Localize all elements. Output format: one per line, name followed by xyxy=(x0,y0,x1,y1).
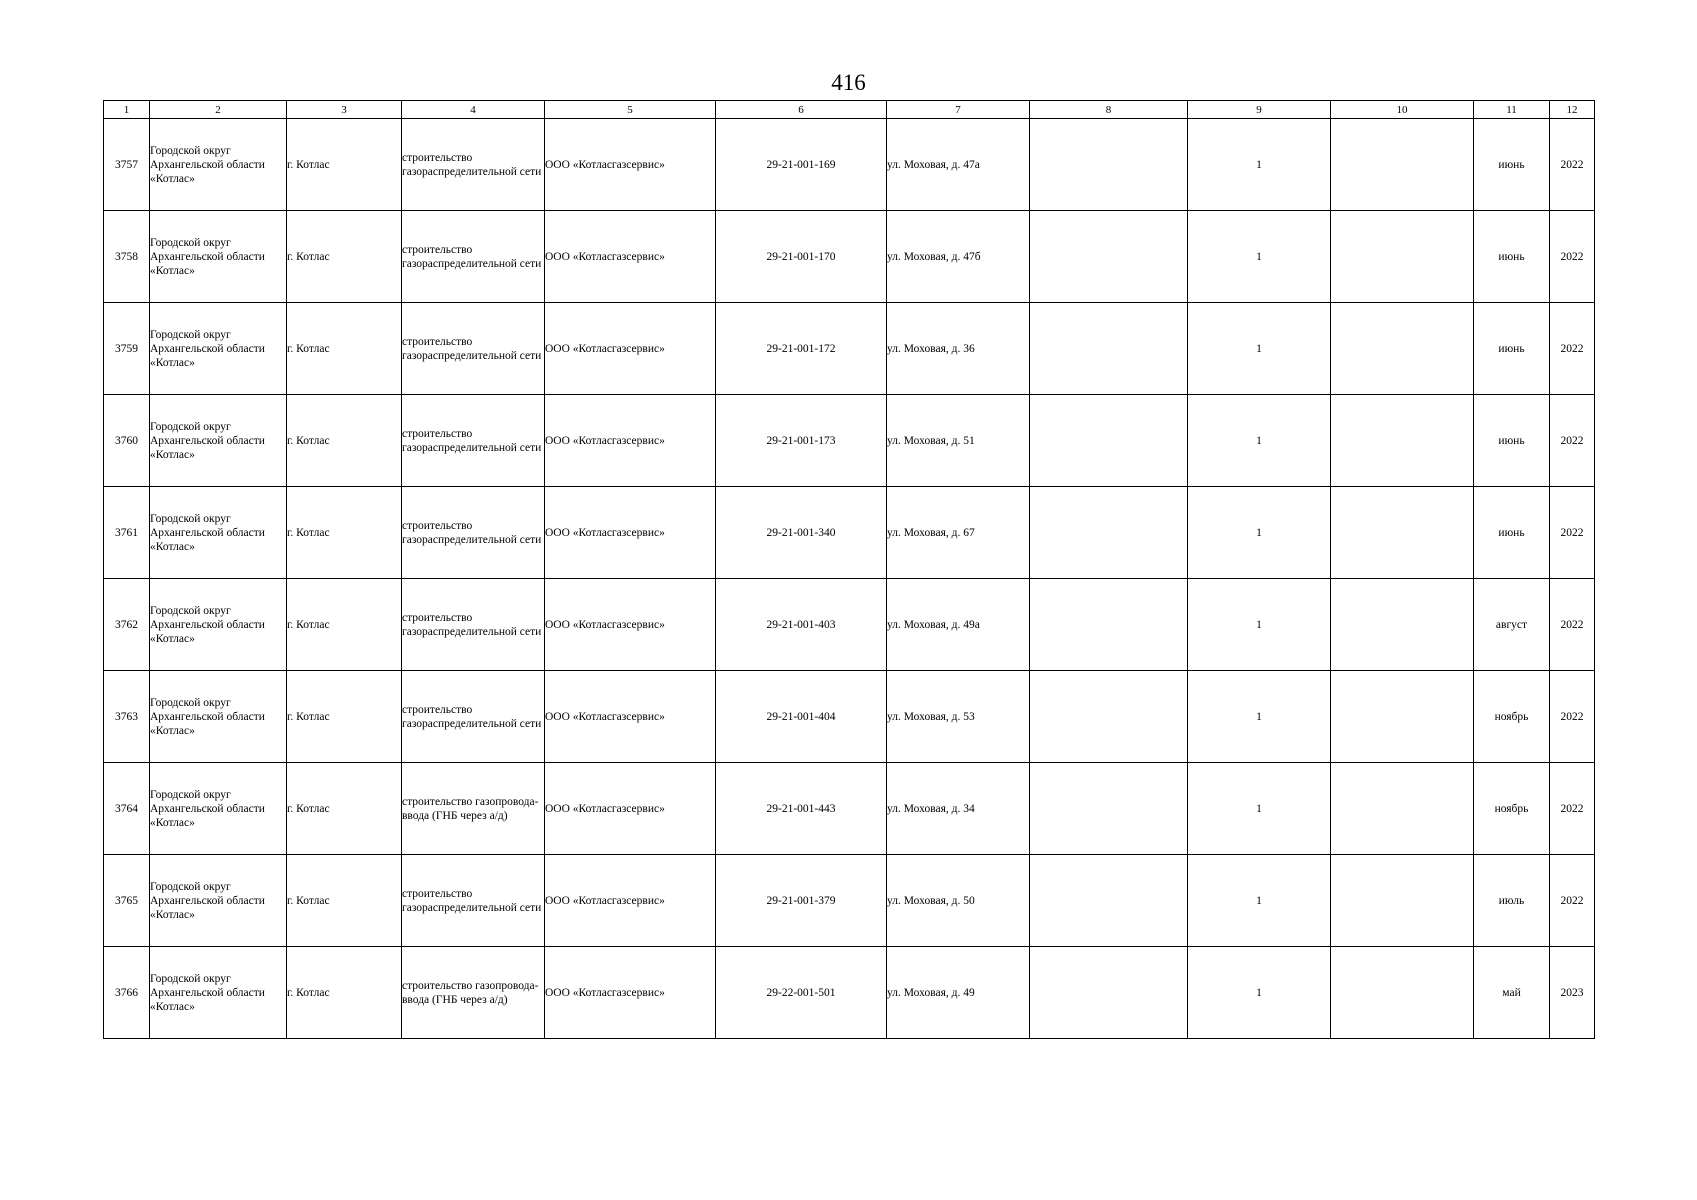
district-cell: Городской округ Архангельской области «Котлас» xyxy=(150,671,287,763)
address-cell: ул. Моховая, д. 49 xyxy=(887,947,1030,1039)
count-cell: 1 xyxy=(1188,763,1331,855)
locality-cell: г. Котлас xyxy=(287,579,402,671)
organization-cell: ООО «Котласгазсервис» xyxy=(545,855,716,947)
column-10-cell xyxy=(1331,855,1474,947)
column-8-cell xyxy=(1030,671,1188,763)
column-8-cell xyxy=(1030,579,1188,671)
table-row xyxy=(104,395,1595,487)
address-cell: ул. Моховая, д. 51 xyxy=(887,395,1030,487)
organization-cell: ООО «Котласгазсервис» xyxy=(545,211,716,303)
object-code-cell: 29-21-001-169 xyxy=(716,119,887,211)
column-header-4: 4 xyxy=(402,101,545,119)
count-cell: 1 xyxy=(1188,579,1331,671)
column-header-5: 5 xyxy=(545,101,716,119)
work-type-cell: строительство газораспределительной сети xyxy=(402,671,545,763)
district-cell: Городской округ Архангельской области «Котлас» xyxy=(150,855,287,947)
year-cell: 2022 xyxy=(1550,303,1595,395)
work-type-cell: строительство газопровода-ввода (ГНБ через а/д) xyxy=(402,763,545,855)
month-cell: август xyxy=(1474,579,1550,671)
locality-cell: г. Котлас xyxy=(287,855,402,947)
count-cell: 1 xyxy=(1188,303,1331,395)
column-header-3: 3 xyxy=(287,101,402,119)
year-cell: 2022 xyxy=(1550,211,1595,303)
row-number: 3757 xyxy=(104,119,150,211)
address-cell: ул. Моховая, д. 67 xyxy=(887,487,1030,579)
locality-cell: г. Котлас xyxy=(287,119,402,211)
district-cell: Городской округ Архангельской области «Котлас» xyxy=(150,119,287,211)
count-cell: 1 xyxy=(1188,855,1331,947)
column-8-cell xyxy=(1030,303,1188,395)
month-cell: июнь xyxy=(1474,211,1550,303)
object-code-cell: 29-21-001-173 xyxy=(716,395,887,487)
month-cell: июнь xyxy=(1474,119,1550,211)
year-cell: 2022 xyxy=(1550,395,1595,487)
table-body xyxy=(104,119,1595,1039)
table-row xyxy=(104,211,1595,303)
column-header-10: 10 xyxy=(1331,101,1474,119)
year-cell: 2022 xyxy=(1550,579,1595,671)
registry-table xyxy=(103,100,1595,1039)
work-type-cell: строительство газораспределительной сети xyxy=(402,119,545,211)
column-10-cell xyxy=(1331,947,1474,1039)
organization-cell: ООО «Котласгазсервис» xyxy=(545,671,716,763)
work-type-cell: строительство газораспределительной сети xyxy=(402,211,545,303)
row-number: 3766 xyxy=(104,947,150,1039)
object-code-cell: 29-21-001-379 xyxy=(716,855,887,947)
count-cell: 1 xyxy=(1188,947,1331,1039)
column-10-cell xyxy=(1331,395,1474,487)
organization-cell: ООО «Котласгазсервис» xyxy=(545,579,716,671)
table-row xyxy=(104,579,1595,671)
year-cell: 2022 xyxy=(1550,671,1595,763)
organization-cell: ООО «Котласгазсервис» xyxy=(545,487,716,579)
column-header-6: 6 xyxy=(716,101,887,119)
address-cell: ул. Моховая, д. 47б xyxy=(887,211,1030,303)
column-header-2: 2 xyxy=(150,101,287,119)
month-cell: ноябрь xyxy=(1474,763,1550,855)
month-cell: июнь xyxy=(1474,395,1550,487)
district-cell: Городской округ Архангельской области «Котлас» xyxy=(150,947,287,1039)
district-cell: Городской округ Архангельской области «Котлас» xyxy=(150,487,287,579)
object-code-cell: 29-21-001-170 xyxy=(716,211,887,303)
address-cell: ул. Моховая, д. 34 xyxy=(887,763,1030,855)
column-10-cell xyxy=(1331,763,1474,855)
column-header-9: 9 xyxy=(1188,101,1331,119)
table-row xyxy=(104,119,1595,211)
district-cell: Городской округ Архангельской области «Котлас» xyxy=(150,303,287,395)
column-10-cell xyxy=(1331,671,1474,763)
column-10-cell xyxy=(1331,119,1474,211)
table-row xyxy=(104,487,1595,579)
row-number: 3760 xyxy=(104,395,150,487)
organization-cell: ООО «Котласгазсервис» xyxy=(545,947,716,1039)
locality-cell: г. Котлас xyxy=(287,487,402,579)
object-code-cell: 29-21-001-172 xyxy=(716,303,887,395)
row-number: 3765 xyxy=(104,855,150,947)
column-8-cell xyxy=(1030,947,1188,1039)
column-8-cell xyxy=(1030,119,1188,211)
object-code-cell: 29-21-001-404 xyxy=(716,671,887,763)
district-cell: Городской округ Архангельской области «Котлас» xyxy=(150,395,287,487)
count-cell: 1 xyxy=(1188,211,1331,303)
organization-cell: ООО «Котласгазсервис» xyxy=(545,763,716,855)
year-cell: 2022 xyxy=(1550,855,1595,947)
page-number: 416 xyxy=(831,70,866,95)
month-cell: июнь xyxy=(1474,303,1550,395)
month-cell: ноябрь xyxy=(1474,671,1550,763)
locality-cell: г. Котлас xyxy=(287,671,402,763)
organization-cell: ООО «Котласгазсервис» xyxy=(545,119,716,211)
column-header-1: 1 xyxy=(104,101,150,119)
work-type-cell: строительство газораспределительной сети xyxy=(402,487,545,579)
locality-cell: г. Котлас xyxy=(287,947,402,1039)
year-cell: 2023 xyxy=(1550,947,1595,1039)
district-cell: Городской округ Архангельской области «Котлас» xyxy=(150,579,287,671)
count-cell: 1 xyxy=(1188,395,1331,487)
column-8-cell xyxy=(1030,487,1188,579)
row-number: 3764 xyxy=(104,763,150,855)
column-header-7: 7 xyxy=(887,101,1030,119)
month-cell: май xyxy=(1474,947,1550,1039)
address-cell: ул. Моховая, д. 49а xyxy=(887,579,1030,671)
work-type-cell: строительство газораспределительной сети xyxy=(402,303,545,395)
count-cell: 1 xyxy=(1188,671,1331,763)
object-code-cell: 29-22-001-501 xyxy=(716,947,887,1039)
object-code-cell: 29-21-001-403 xyxy=(716,579,887,671)
table-row xyxy=(104,671,1595,763)
column-header-11: 11 xyxy=(1474,101,1550,119)
table-row xyxy=(104,763,1595,855)
object-code-cell: 29-21-001-340 xyxy=(716,487,887,579)
locality-cell: г. Котлас xyxy=(287,763,402,855)
table-row xyxy=(104,303,1595,395)
work-type-cell: строительство газораспределительной сети xyxy=(402,395,545,487)
row-number: 3763 xyxy=(104,671,150,763)
row-number: 3758 xyxy=(104,211,150,303)
column-8-cell xyxy=(1030,763,1188,855)
address-cell: ул. Моховая, д. 36 xyxy=(887,303,1030,395)
work-type-cell: строительство газораспределительной сети xyxy=(402,855,545,947)
address-cell: ул. Моховая, д. 50 xyxy=(887,855,1030,947)
year-cell: 2022 xyxy=(1550,119,1595,211)
organization-cell: ООО «Котласгазсервис» xyxy=(545,303,716,395)
month-cell: июль xyxy=(1474,855,1550,947)
count-cell: 1 xyxy=(1188,119,1331,211)
table-row xyxy=(104,947,1595,1039)
column-10-cell xyxy=(1331,487,1474,579)
month-cell: июнь xyxy=(1474,487,1550,579)
address-cell: ул. Моховая, д. 53 xyxy=(887,671,1030,763)
column-8-cell xyxy=(1030,211,1188,303)
row-number: 3761 xyxy=(104,487,150,579)
column-10-cell xyxy=(1331,303,1474,395)
locality-cell: г. Котлас xyxy=(287,211,402,303)
column-header-12: 12 xyxy=(1550,101,1595,119)
district-cell: Городской округ Архангельской области «Котлас» xyxy=(150,763,287,855)
address-cell: ул. Моховая, д. 47а xyxy=(887,119,1030,211)
organization-cell: ООО «Котласгазсервис» xyxy=(545,395,716,487)
row-number: 3759 xyxy=(104,303,150,395)
column-header-8: 8 xyxy=(1030,101,1188,119)
locality-cell: г. Котлас xyxy=(287,395,402,487)
table-row xyxy=(104,855,1595,947)
work-type-cell: строительство газораспределительной сети xyxy=(402,579,545,671)
column-8-cell xyxy=(1030,855,1188,947)
object-code-cell: 29-21-001-443 xyxy=(716,763,887,855)
column-8-cell xyxy=(1030,395,1188,487)
count-cell: 1 xyxy=(1188,487,1331,579)
locality-cell: г. Котлас xyxy=(287,303,402,395)
year-cell: 2022 xyxy=(1550,763,1595,855)
work-type-cell: строительство газопровода-ввода (ГНБ через а/д) xyxy=(402,947,545,1039)
column-number-row xyxy=(104,101,1595,119)
year-cell: 2022 xyxy=(1550,487,1595,579)
district-cell: Городской округ Архангельской области «Котлас» xyxy=(150,211,287,303)
column-10-cell xyxy=(1331,211,1474,303)
row-number: 3762 xyxy=(104,579,150,671)
column-10-cell xyxy=(1331,579,1474,671)
